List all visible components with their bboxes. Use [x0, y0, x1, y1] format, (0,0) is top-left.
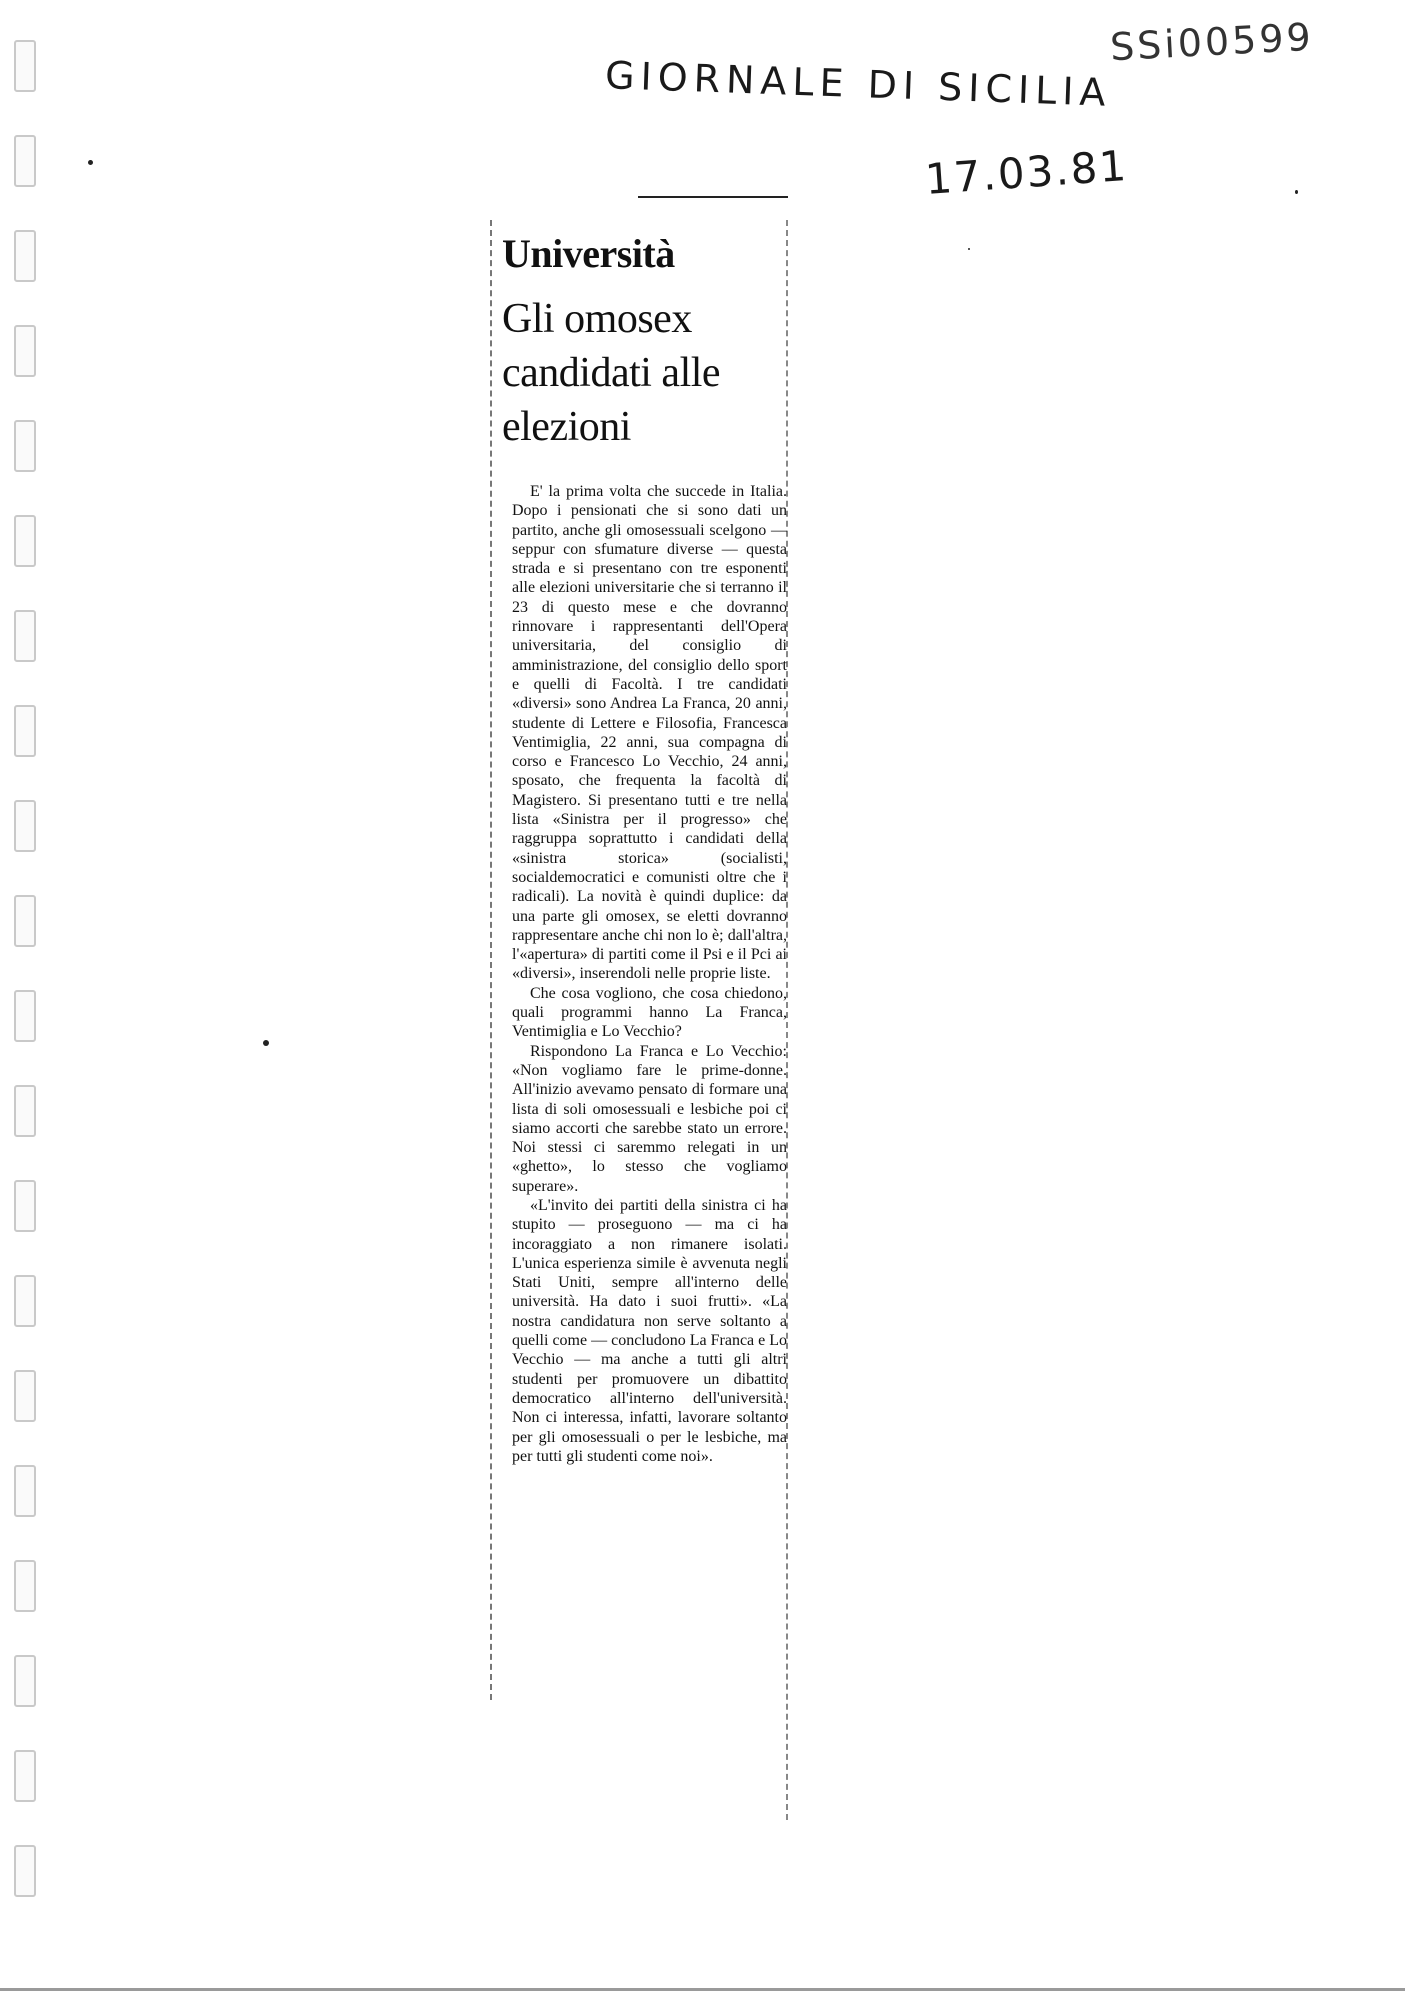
article-body — [512, 482, 787, 1466]
article-paragraph: Rispondono La Franca e Lo Vecchio: «Non vogliamo fare le prime-donne. All'inizio avevamo pensato di formare una lista di soli omosessuali e lesbiche poi ci siamo accorti che sarebbe stato un errore. Noi stessi ci saremmo relegati in un «ghetto», lo stesso che vogliamo superare». — [512, 1042, 787, 1195]
clipping-cut-edge-left — [490, 220, 493, 1700]
scan-speck — [1295, 190, 1298, 194]
binder-hole — [14, 230, 36, 282]
binder-hole — [14, 420, 36, 472]
binder-holes — [14, 40, 44, 1940]
article-kicker: Università — [502, 231, 675, 276]
scan-speck — [263, 1040, 269, 1046]
binder-hole — [14, 1465, 36, 1517]
binder-hole — [14, 610, 36, 662]
binder-hole — [14, 1560, 36, 1612]
clipping-top-rule — [638, 196, 788, 198]
binder-hole — [14, 1275, 36, 1327]
binder-hole — [14, 40, 36, 92]
newspaper-clipping — [490, 200, 790, 1840]
binder-hole — [14, 895, 36, 947]
binder-hole — [14, 1655, 36, 1707]
binder-hole — [14, 325, 36, 377]
scan-speck — [968, 248, 970, 250]
binder-hole — [14, 135, 36, 187]
binder-hole — [14, 1750, 36, 1802]
scan-speck — [88, 160, 93, 165]
article-headline: Gli omosex candidati alle elezioni — [502, 296, 721, 450]
publication-date: 17.03.81 — [923, 140, 1130, 205]
scan-bottom-edge — [0, 1988, 1405, 1991]
archive-code: SSi00599 — [1108, 14, 1315, 70]
binder-hole — [14, 1845, 36, 1897]
article-paragraph: Che cosa vogliono, che cosa chiedono, quali programmi hanno La Franca, Ventimiglia e Lo Vecchio? — [512, 984, 787, 1041]
binder-hole — [14, 515, 36, 567]
binder-hole — [14, 990, 36, 1042]
article-paragraph: E' la prima volta che succede in Italia. Dopo i pensionati che si sono dati un partito, anche gli omosessuali scelgono — seppur con sfumature diverse — questa strada e si presentano con tre esponenti alle elezioni universitarie che si terranno il 23 di questo mese e che dovranno rinnovare i rappresentanti dell'Opera universitaria, del consiglio di amministrazione, del consiglio dello sport e quelli di Facoltà. I tre candidati «diversi» sono Andrea La Franca, 20 anni, studente di Lettere e Filosofia, Francesca Ventimiglia, 22 anni, sua compagna di corso e Francesco Lo Vecchio, 24 anni, sposato, che frequenta la facoltà di Magistero. Si presentano tutti e tre nella lista «Sinistra per il progresso» che raggruppa soprattutto i candidati della «sinistra storica» (socialisti, socialdemocratici e comunisti oltre che i radicali). La novità è quindi duplice: da una parte gli omosex, se eletti dovranno rappresentare anche chi non lo è; dall'altra, l'«apertura» di partiti come il Psi e il Pci ai «diversi», inserendoli nelle proprie liste. — [512, 483, 787, 983]
binder-hole — [14, 705, 36, 757]
binder-hole — [14, 800, 36, 852]
article-paragraph: «L'invito dei partiti della sinistra ci ha stupito — proseguono — ma ci ha incoraggiato a non rimanere isolati. L'unica esperienza simile è avvenuta negli Stati Uniti, sempre all'interno delle università. Ha dato i suoi frutti». «La nostra candidatura non serve soltanto a quelli come — concludono La Franca e Lo Vecchio — ma anche a tutti gli altri studenti per promuovere un dibattito democratico all'interno dell'università. Non ci interessa, infatti, lavorare soltanto per gli omosessuali o per le lesbiche, ma per tutti gli studenti come noi». — [512, 1196, 788, 1465]
binder-hole — [14, 1085, 36, 1137]
binder-hole — [14, 1370, 36, 1422]
binder-hole — [14, 1180, 36, 1232]
newspaper-source: GIORNALE DI SICILIA — [604, 53, 1113, 115]
